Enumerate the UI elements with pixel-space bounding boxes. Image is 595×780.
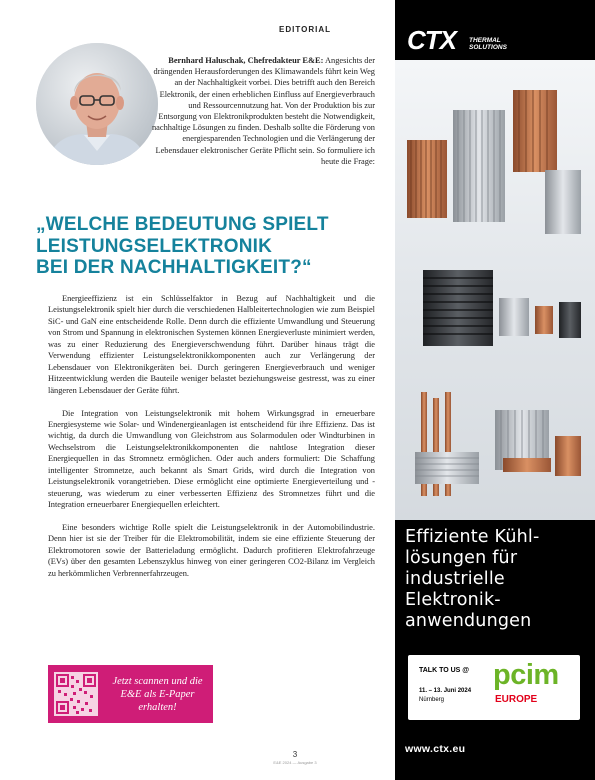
qr-code-icon[interactable] <box>54 672 98 716</box>
intro-paragraph <box>150 55 375 167</box>
body-paragraph: Die Integration von Leistungselektronik mit hohem Wirkungsgrad in erneuerbare Energiesysteme wie Solar- und Windenergieanlagen ist entscheidend für ihre Effizienz. Das ist wichtig, da durch die Umwandlung von Gleichstrom aus Solarmodulen oder Windturbinen in Wechselstrom die Leistungselektronikkomponenten die nahtlose Integration dieser Energiequellen in das Stromnetz ermöglichen. Oder auch anders formuliert: Die Schaffung intelligenter Stromnetze, auch bekannt als Smart Grids, wird durch die Integration von Leistungselektronik vorangetrieben. Diese ermöglicht eine optimierte Energieverteilung und -steuerung, was wiederum zu einer verbesserten Effizienz des Stromnetzes führt und die Integration erneuerbarer Energiequellen erleichtert. <box>48 408 375 510</box>
ctx-logo <box>407 25 517 58</box>
ctx-advertisement[interactable] <box>395 0 595 780</box>
body-paragraph: Eine besonders wichtige Rolle spielt die Leistungselektronik in der Automobilindustrie. Denn hier ist sie der Treiber für die Elektromobilität, indem sie eine effiziente Steuerung der Elektromotoren sowie der Batterieladung ermöglicht. Dadurch profitieren Elektrofahrzeuge (EVs) über den gesamten Lebenszyklus hinweg von einer geringeren CO2-Bilanz im Vergleich zu herkömmlichen Verbrennerfahrzeugen. <box>48 523 375 578</box>
article-body <box>48 293 375 591</box>
pcim-logo: pcim <box>493 659 559 691</box>
ctx-logo-solutions: SOLUTIONS <box>469 44 507 51</box>
ctx-logo-text: CTX <box>407 25 456 55</box>
epaper-promo[interactable] <box>48 665 213 723</box>
article-headline: „WELCHE BEDEUTUNG SPIELT LEISTUNGSELEKTRONIK BEI DER NACHHALTIGKEIT?“ <box>36 214 329 278</box>
ad-website-link[interactable]: www.ctx.eu <box>405 743 466 755</box>
ctx-logo-thermal: THERMAL <box>469 37 501 44</box>
intro-text: Angesichts der drängenden Herausforderungen des Klimawandels führt kein Weg an der Nachhaltigkeit vorbei. Dies betrifft auch den Bereich Elektronik, der einen erheblichen Einfluss auf Energieverbrauch und Ressourcennutzung hat. Von der Produktion bis zur Entsorgung von Elektronikprodukten besteht die Notwendigkeit, nachhaltige Lösungen zu finden. Deshalb sollte die Förderung von energiesparenden Technologien und die Verlängerung der Lebensdauer elektronischer Geräte Pflicht sein. So formuliere ich heute die Frage: <box>151 56 375 166</box>
author-portrait-image <box>36 43 158 165</box>
intro-author: Bernhard Haluschak, Chefredakteur E&E: <box>168 56 324 65</box>
section-label: EDITORIAL <box>279 25 331 34</box>
imprint-text: E&E 2024 — Ausgabe 3 <box>273 760 317 765</box>
promo-text: Jetzt scannen und die E&E als E-Paper erhalten! <box>112 675 203 713</box>
pcim-event-badge[interactable] <box>408 655 580 720</box>
event-cta: TALK TO US @ <box>419 667 470 674</box>
event-city: Nürnberg <box>419 697 445 703</box>
page-number: 3 <box>292 750 298 759</box>
ad-headline: Effiziente Kühl- lösungen für industrielle Elektronik- anwendungen <box>405 527 540 631</box>
author-portrait <box>36 43 158 165</box>
heatsink-product-photo <box>395 60 595 520</box>
event-dates: 11. – 13. Juni 2024 <box>419 688 472 694</box>
pcim-region: EUROPE <box>495 694 538 705</box>
body-paragraph: Energieeffizienz ist ein Schlüsselfaktor in Bezug auf Nachhaltigkeit und die Leistungselektronik spielt hier durch die verschiedenen Halbleitertechnologien wie zum Beispiel SiC- und GaN eine entscheidende Rolle. Denn durch die effiziente Umwandlung und Steuerung von Strom und Spannung in elektronischen Systemen können Energieverluste minimiert werden, was zu einer Reduzierung des Energieverschwendung führt. Darüber hinaus trägt die Verwendung effizienter Leistungselektronikkomponenten auch zur Verlängerung der Lebensdauer von Elektronikgeräten bei. Durch geringeren Energieverbrauch und weniger Hitzeentwicklung werden die Bauteile weniger belastet beziehungsweise gestresst, was zu einer längeren Lebensdauer der Geräte führt. <box>48 294 375 395</box>
